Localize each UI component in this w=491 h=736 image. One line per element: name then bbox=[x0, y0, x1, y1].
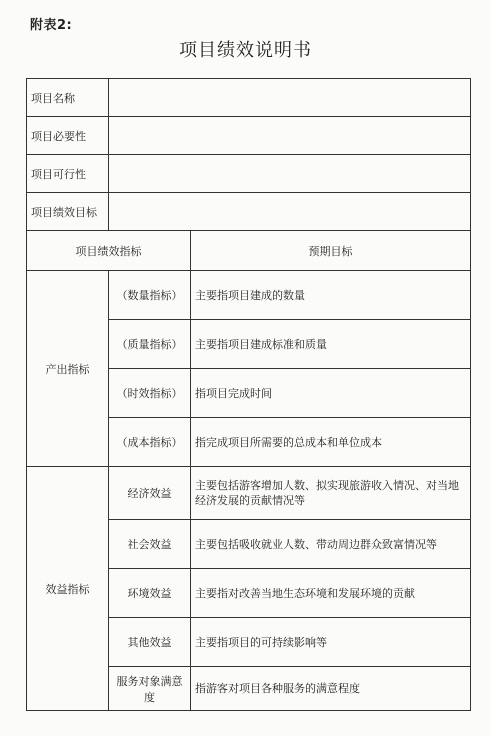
indicator-name: （成本指标） bbox=[109, 418, 191, 467]
indicator-name: （质量指标） bbox=[109, 320, 191, 369]
indicator-target[interactable]: 主要指项目的可持续影响等 bbox=[191, 618, 471, 667]
group-label-benefit: 效益指标 bbox=[27, 467, 109, 711]
indicator-name: （数量指标） bbox=[109, 271, 191, 320]
indicator-target[interactable]: 指项目完成时间 bbox=[191, 369, 471, 418]
indicator-target[interactable]: 主要指对改善当地生态环境和发展环境的贡献 bbox=[191, 569, 471, 618]
info-label: 项目名称 bbox=[27, 79, 109, 117]
performance-form-table bbox=[26, 78, 471, 711]
info-label: 项目绩效目标 bbox=[27, 193, 109, 231]
appendix-label: 附表2: bbox=[30, 18, 73, 33]
indicator-target[interactable]: 主要包括吸收就业人数、带动周边群众致富情况等 bbox=[191, 520, 471, 569]
indicator-name: 服务对象满意度 bbox=[109, 667, 191, 711]
document-title: 项目绩效说明书 bbox=[179, 40, 312, 61]
indicator-target[interactable]: 指游客对项目各种服务的满意程度 bbox=[191, 667, 471, 711]
info-label: 项目可行性 bbox=[27, 155, 109, 193]
group-label-output: 产出指标 bbox=[27, 271, 109, 467]
indicator-column-header: 项目绩效指标 bbox=[27, 231, 191, 271]
info-row-feasibility bbox=[27, 155, 471, 193]
project-name-field[interactable] bbox=[109, 79, 471, 117]
goal-field[interactable] bbox=[109, 193, 471, 231]
info-row-necessity bbox=[27, 117, 471, 155]
info-label: 项目必要性 bbox=[27, 117, 109, 155]
indicator-header-row bbox=[27, 231, 471, 271]
necessity-field[interactable] bbox=[109, 117, 471, 155]
indicator-name: 环境效益 bbox=[109, 569, 191, 618]
info-row-goal bbox=[27, 193, 471, 231]
indicator-target[interactable]: 主要指项目建成标准和质量 bbox=[191, 320, 471, 369]
indicator-name: 社会效益 bbox=[109, 520, 191, 569]
indicator-target[interactable]: 主要指项目建成的数量 bbox=[191, 271, 471, 320]
indicator-name: 其他效益 bbox=[109, 618, 191, 667]
info-row-project-name bbox=[27, 79, 471, 117]
indicator-name: 经济效益 bbox=[109, 467, 191, 520]
target-column-header: 预期目标 bbox=[191, 231, 471, 271]
indicator-target[interactable]: 主要包括游客增加人数、拟实现旅游收入情况、对当地经济发展的贡献情况等 bbox=[191, 467, 471, 520]
indicator-row bbox=[27, 467, 471, 520]
indicator-row bbox=[27, 271, 471, 320]
indicator-name: （时效指标） bbox=[109, 369, 191, 418]
indicator-target[interactable]: 指完成项目所需要的总成本和单位成本 bbox=[191, 418, 471, 467]
feasibility-field[interactable] bbox=[109, 155, 471, 193]
